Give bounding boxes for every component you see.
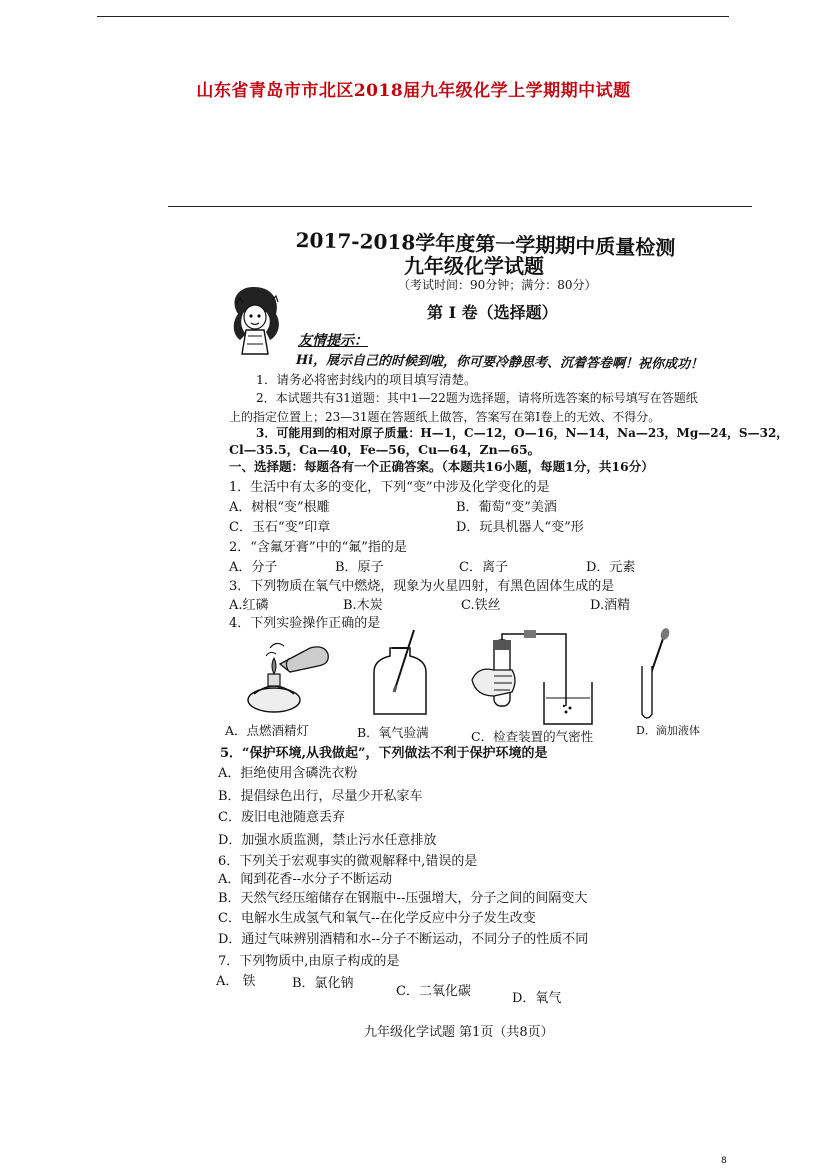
question-1-option-d: D．玩具机器人“变”形 — [456, 520, 584, 535]
question-2-option-b: B．原子 — [335, 560, 384, 575]
exam-info: （考试时间：90分钟；满分：80分） — [398, 278, 597, 292]
exam-footer: 九年级化学试题 第1页（共8页） — [364, 1025, 554, 1040]
tips-title: 友情提示： — [298, 333, 368, 349]
cartoon-girl-illustration — [226, 284, 286, 358]
tips-greeting: Hi，展示自己的时候到啦，你可要冷静思考、沉着答卷啊！祝你成功！ — [295, 352, 704, 373]
tips-item-2b: 上的指定位置上；23—31题在答题纸上做答，答案写在第Ⅰ卷上的无效、不得分。 — [229, 410, 661, 424]
exam-subtitle: 九年级化学试题 — [404, 254, 544, 278]
question-4-option-b: B．氧气验满 — [357, 725, 429, 740]
question-7-option-b: B．氯化钠 — [292, 976, 354, 991]
question-2-stem: 2．“含氟牙膏”中的“氟”指的是 — [229, 540, 407, 555]
question-2-option-d: D．元素 — [586, 560, 636, 575]
question-5-option-d: D．加强水质监测，禁止污水任意排放 — [218, 833, 437, 848]
tips-item-1: 1．请务必将密封线内的项目填写清楚。 — [256, 372, 477, 387]
question-5-option-b: B．提倡绿色出行，尽量少开私家车 — [218, 789, 423, 804]
question-7-stem: 7．下列物质中,由原子构成的是 — [218, 954, 400, 969]
question-6-option-d: D．通过气味辨别酒精和水--分子不断运动，不同分子的性质不同 — [218, 932, 589, 947]
page-number: 8 — [721, 1156, 727, 1166]
question-6-option-a: A．闻到花香--水分子不断运动 — [218, 872, 393, 887]
question-7-option-a: A． 铁 — [216, 974, 256, 989]
section-heading: 一、选择题：每题各有一个正确答案。（本题共16小题，每题1分，共16分） — [229, 459, 654, 474]
question-5-stem: 5．“保护环境,从我做起”，下列做法不利于保护环境的是 — [220, 746, 548, 761]
tips-item-3a: 3．可能用到的相对原子质量：H—1，C—12，O—16，N—14，Na—23，Mg—24，S—32， — [256, 426, 789, 440]
scan-top-rule — [168, 206, 752, 207]
question-3-option-c: C.铁丝 — [461, 598, 501, 613]
alcohol-lamp-figure — [240, 636, 336, 716]
question-2-option-c: C．离子 — [459, 560, 508, 575]
question-5-option-c: C．废旧电池随意丢弃 — [218, 810, 345, 825]
question-1-option-b: B．葡萄“变”美酒 — [456, 500, 557, 515]
question-1-option-a: A．树根“变”根雕 — [229, 500, 330, 515]
question-3-option-a: A.红磷 — [229, 598, 269, 613]
question-7-option-c: C．二氧化碳 — [396, 984, 471, 999]
question-1-option-c: C．玉石“变”印章 — [229, 520, 331, 535]
top-rule — [97, 16, 729, 17]
oxygen-bottle-figure — [370, 626, 430, 718]
question-4-option-a: A．点燃酒精灯 — [225, 723, 310, 738]
question-3-option-d: D.酒精 — [590, 598, 631, 613]
document-title: 山东省青岛市市北区2018届九年级化学上学期期中试题 — [196, 81, 631, 101]
dropper-figure — [628, 626, 678, 722]
exam-title: 2017-2018学年度第一学期期中质量检测 — [295, 227, 676, 260]
tips-item-3b: Cl—35.5，Ca—40，Fe—56，Cu—64，Zn—65。 — [229, 442, 541, 457]
question-4-stem: 4．下列实验操作正确的是 — [229, 616, 381, 631]
question-7-option-d: D．氧气 — [512, 991, 562, 1006]
question-1-stem: 1．生活中有太多的变化，下列“变”中涉及化学变化的是 — [229, 480, 550, 495]
question-3-option-b: B.木炭 — [343, 598, 383, 613]
question-5-option-a: A．拒绝使用含磷洗衣粉 — [218, 766, 358, 781]
airtightness-figure — [466, 636, 606, 728]
question-2-option-a: A．分子 — [229, 560, 278, 575]
tips-item-2a: 2．本试题共有31道题：其中1—22题为选择题，请将所选答案的标号填写在答题纸 — [256, 391, 698, 405]
question-6-option-b: B．天然气经压缩储存在钢瓶中--压强增大，分子之间的间隔变大 — [218, 891, 588, 906]
question-3-stem: 3．下列物质在氧气中燃烧，现象为火星四射，有黑色固体生成的是 — [229, 579, 615, 594]
question-4-option-c: C．检查装置的气密性 — [471, 729, 594, 744]
question-6-stem: 6．下列关于宏观事实的微观解释中,错误的是 — [218, 854, 478, 869]
question-6-option-c: C．电解水生成氢气和氧气--在化学反应中分子发生改变 — [218, 911, 536, 926]
question-4-option-d: D．滴加液体 — [636, 724, 700, 737]
volume-title: 第 Ⅰ 卷（选择题） — [427, 303, 558, 322]
